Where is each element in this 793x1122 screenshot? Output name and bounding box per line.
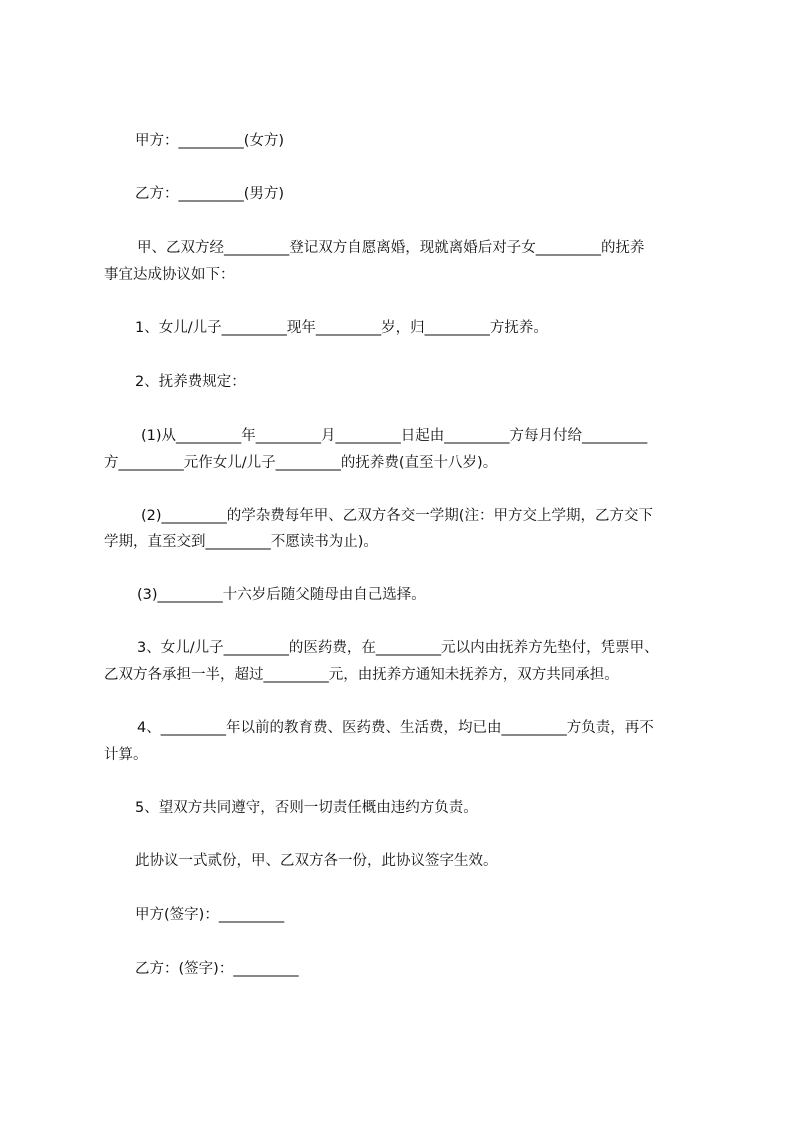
sub-item-2-line-1: (2)_________的学杂费每年甲、乙双方各交一学期(注：甲方交上学期，乙方交下 [141,508,653,524]
closing-statement: 此协议一式贰份，甲、乙双方各一份，此协议签字生效。 [135,853,498,869]
item-3-line-1: 3、女儿/儿子_________的医药费，在_________元以内由抚养方先垫付，凭票甲、 [137,640,659,656]
intro-line-1: 甲、乙双方经_________登记双方自愿离婚，现就离婚后对子女_________的抚养 [137,240,645,256]
sub-item-1-line-1: (1)从_________年_________月_________日起由_________方每月付给_________ [141,428,648,444]
sub-item-3: (3)_________十六岁后随父随母由自己选择。 [137,587,426,603]
signature-party-a: 甲方(签字)：_________ [135,907,285,923]
signature-party-b: 乙方：(签字)：_________ [135,961,299,977]
sub-item-1-line-2: 方_________元作女儿/儿子_________的抚养费(直至十八岁)。 [104,455,498,471]
item-4-line-2: 计算。 [104,747,148,763]
sub-item-2-line-2: 学期，直至交到_________不愿读书为止)。 [104,534,378,550]
item-5: 5、望双方共同遵守，否则一切责任概由违约方负责。 [135,800,478,816]
item-2: 2、抚养费规定： [135,374,246,390]
item-3-line-2: 乙双方各承担一半，超过_________元，由抚养方通知未抚养方，双方共同承担。 [104,667,619,683]
party-a-line: 甲方：_________(女方) [135,133,285,149]
party-b-line: 乙方：_________(男方) [135,186,285,202]
item-1: 1、女儿/儿子_________现年_________岁，归_________方抚养。 [135,320,548,336]
item-4-line-1: 4、_________年以前的教育费、医药费、生活费，均已由_________方负责，再不 [137,720,654,736]
intro-line-2: 事宜达成协议如下： [104,267,235,283]
